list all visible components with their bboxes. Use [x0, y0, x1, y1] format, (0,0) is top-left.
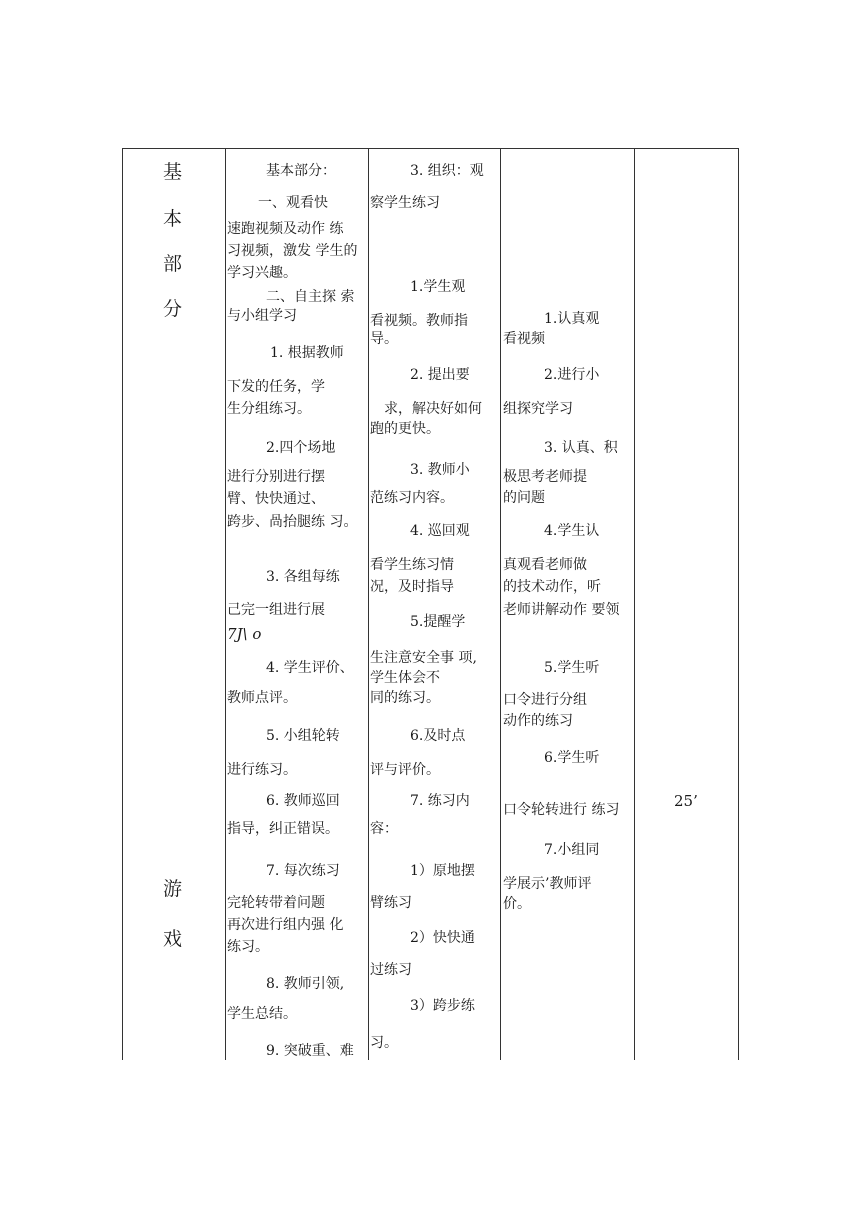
column-divider-1	[225, 148, 226, 1060]
column-divider-3	[500, 148, 501, 1060]
teacher-line: 评与评价。	[370, 762, 440, 778]
teacher-line: 况，及时指导	[370, 579, 454, 595]
student-line: 老师讲解动作 要领	[503, 602, 620, 618]
column-divider-2	[368, 148, 369, 1060]
teacher-line: 2）快快通	[410, 930, 475, 946]
content-line: 臂、快快通过、	[227, 491, 325, 507]
content-line: 3. 各组每练	[266, 569, 340, 585]
teacher-line: 5.提醒学	[410, 614, 466, 630]
content-line: 与小组学习	[227, 308, 297, 324]
content-line: 1. 根据教师	[270, 345, 344, 361]
content-line: 9. 突破重、难	[266, 1043, 354, 1059]
teacher-line: 3. 教师小	[410, 462, 470, 478]
duration-value: 25’	[674, 792, 698, 810]
teacher-line: 容：	[370, 821, 398, 837]
content-line: 再次进行组内强 化	[227, 917, 344, 933]
teacher-line: 过练习	[370, 962, 412, 978]
teacher-line: 同的练习。	[370, 690, 440, 706]
teacher-line: 学生体会不	[370, 670, 440, 686]
teacher-line: 看学生练习情	[370, 557, 454, 573]
content-line: 完轮转带着问题	[227, 895, 325, 911]
section-char: 游	[163, 878, 183, 900]
student-line: 7.小组同	[544, 842, 600, 858]
section-char: 分	[163, 298, 183, 320]
content-line: 指导，纠正错误。	[227, 821, 339, 837]
content-line: 己完一组进行展	[227, 602, 325, 618]
student-line: 的技术动作，听	[503, 579, 601, 595]
teacher-line: 看视频。教师指	[370, 313, 468, 329]
content-line: 进行分别进行摆	[227, 469, 325, 485]
student-line: 真观看老师做	[503, 557, 587, 573]
teacher-line: 习。	[370, 1035, 398, 1051]
student-line: 学展示’教师评	[503, 876, 592, 892]
table-left-border	[122, 148, 123, 1060]
teacher-line: 1）原地摆	[410, 863, 475, 879]
content-line: 学习兴趣。	[227, 265, 297, 281]
student-line: 口令进行分组	[503, 692, 587, 708]
content-line: 7. 每次练习	[266, 863, 340, 879]
teacher-line: 6.及时点	[410, 728, 466, 744]
teacher-line: 生注意安全事 项,	[370, 650, 477, 666]
table-top-border	[122, 148, 739, 149]
student-line: 2.进行小	[544, 367, 600, 383]
teacher-line: 范练习内容。	[370, 490, 454, 506]
content-line: 8. 教师引领,	[266, 976, 345, 992]
student-line: 3. 认真、积	[544, 440, 618, 456]
content-line: 跨步、咼抬腿练 习。	[227, 514, 358, 530]
content-line: 基本部分：	[266, 163, 336, 179]
teacher-line: 7. 练习内	[410, 793, 470, 809]
content-line: 7J\ o	[227, 625, 262, 643]
table-right-border	[738, 148, 739, 1060]
content-line: 习视频，激发 学生的	[227, 243, 358, 259]
teacher-line: 4. 巡回观	[410, 523, 470, 539]
content-line: 学生总结。	[227, 1006, 297, 1022]
teacher-line: 导。	[370, 331, 398, 347]
content-line: 练习。	[227, 939, 269, 955]
teacher-line: 3. 组织：观	[410, 163, 484, 179]
content-line: 5. 小组轮转	[266, 728, 340, 744]
student-line: 看视频	[503, 331, 545, 347]
content-line: 2.四个场地	[266, 440, 336, 456]
section-char: 本	[163, 208, 183, 230]
content-line: 进行练习。	[227, 762, 297, 778]
content-line: 一、观看快	[258, 195, 328, 211]
teacher-line: 求，解决好如何	[384, 401, 482, 417]
teacher-line: 察学生练习	[370, 195, 440, 211]
student-line: 组探究学习	[503, 401, 573, 417]
content-line: 6. 教师巡回	[266, 793, 340, 809]
student-line: 极思考老师提	[503, 469, 587, 485]
content-line: 速跑视频及动作 练	[227, 221, 344, 237]
teacher-line: 臂练习	[370, 895, 412, 911]
student-line: 6.学生听	[544, 750, 600, 766]
student-line: 5.学生听	[544, 660, 600, 676]
content-line: 4. 学生评价、	[266, 660, 354, 676]
content-line: 二、自主探 索	[266, 289, 355, 305]
teacher-line: 2. 提出要	[410, 367, 470, 383]
teacher-line: 3）跨步练	[410, 998, 475, 1014]
section-char: 戏	[163, 928, 183, 950]
student-line: 1.认真观	[544, 311, 600, 327]
teacher-line: 跑的更快。	[370, 421, 440, 437]
student-line: 的问题	[503, 490, 545, 506]
column-divider-4	[634, 148, 635, 1060]
student-line: 口令轮转进行 练习	[503, 802, 620, 818]
section-char: 基	[163, 161, 183, 183]
content-line: 生分组练习。	[227, 401, 311, 417]
student-line: 4.学生认	[544, 523, 600, 539]
student-line: 动作的练习	[503, 713, 573, 729]
teacher-line: 1.学生观	[410, 279, 466, 295]
section-char: 部	[163, 253, 183, 275]
content-line: 教师点评。	[227, 690, 297, 706]
content-line: 下发的任务，学	[227, 379, 325, 395]
student-line: 价。	[503, 896, 531, 912]
